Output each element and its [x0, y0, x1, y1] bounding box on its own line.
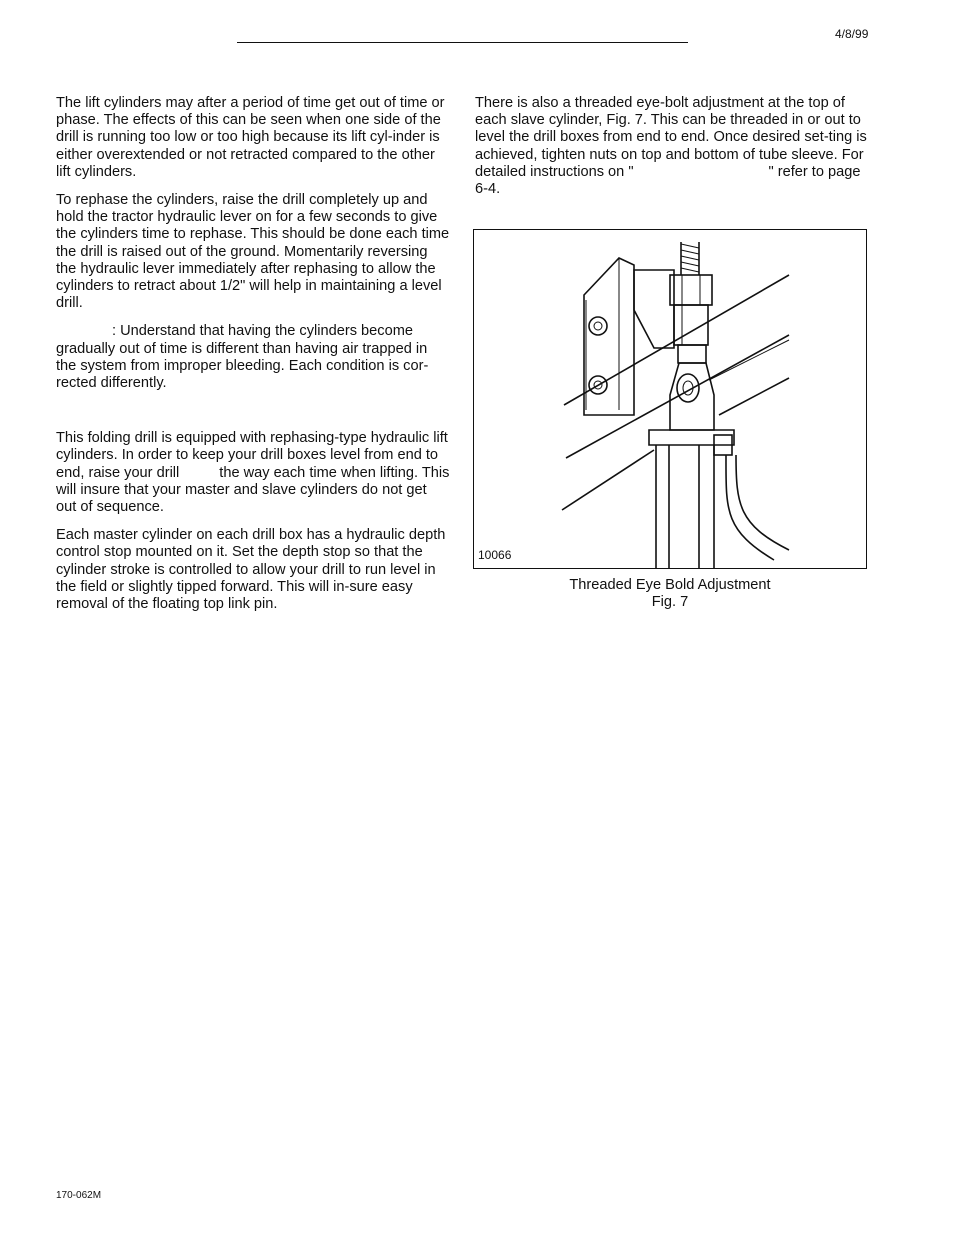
- header-date: 4/8/99: [835, 27, 869, 41]
- figure-part-number: 10066: [478, 548, 512, 562]
- left-column: [56, 95, 450, 624]
- paragraph-depth-stop: Each master cylinder on each drill box has a hydraulic depth control stop mounted on it. Set the depth stop so that the cylinder stroke is controlled to allow your drill to run level in the field or slightly tipped forward. This will in-sure easy removal of the floating top link pin.: [56, 527, 446, 613]
- footer-doc-code: 170-062M: [56, 1190, 102, 1201]
- caption-fig-number: Fig. 7: [651, 594, 689, 610]
- eye-bolt-text-b: " refer to page 6-4.: [475, 163, 861, 198]
- right-column: [475, 95, 870, 209]
- paragraph-eye-bolt: [475, 95, 870, 198]
- paragraph-note: [56, 323, 450, 392]
- note-text: : Understand that having the cylinders become gradually out of time is different than having air trapped in the system from improper bleeding. Each condition is cor-rected differently.: [56, 323, 429, 392]
- eye-bolt-text-a: There is also a threaded eye-bolt adjustment at the top of each slave cylinder, Fig. 7. This can be threaded in or out to level the drill boxes from end to end. Once desired set-ting is achieved, tighten nuts on top and bottom of tube sleeve. For detailed instructions on ": [475, 95, 867, 180]
- figure-7-eye-bolt-illustration: [473, 229, 867, 569]
- paragraph-folding-drill: [56, 430, 450, 516]
- header-rule: [237, 42, 688, 43]
- caption-title: Threaded Eye Bold Adjustment: [569, 577, 771, 593]
- figure-caption: [473, 577, 867, 611]
- paragraph-out-of-phase: The lift cylinders may after a period of time get out of time or phase. The effects of this can be seen when one side of the drill is running too low or too high because its lift cyl-inder is either overextended or not retracted compared to the other lift cylinders.: [56, 95, 445, 180]
- paragraph-rephase: To rephase the cylinders, raise the drill completely up and hold the tractor hydraulic lever on for a few seconds to give the cylinders time to rephase. This should be done each time the drill is raised out of the ground. Momentarily reversing the hydraulic lever immediately after rephasing to allow the cylinders to retract about 1/2" will help in maintaining a level drill.: [56, 192, 450, 312]
- folding-drill-text-a: This folding drill is equipped with rephasing-type hydraulic lift cylinders. In order to keep your drill boxes level from end to end, raise your drill: [56, 430, 448, 481]
- eye-bolt-drawing: [474, 230, 866, 568]
- folding-drill-text-b: the way each time when lifting. This will insure that your master and slave cylinders do not get out of sequence.: [56, 464, 450, 516]
